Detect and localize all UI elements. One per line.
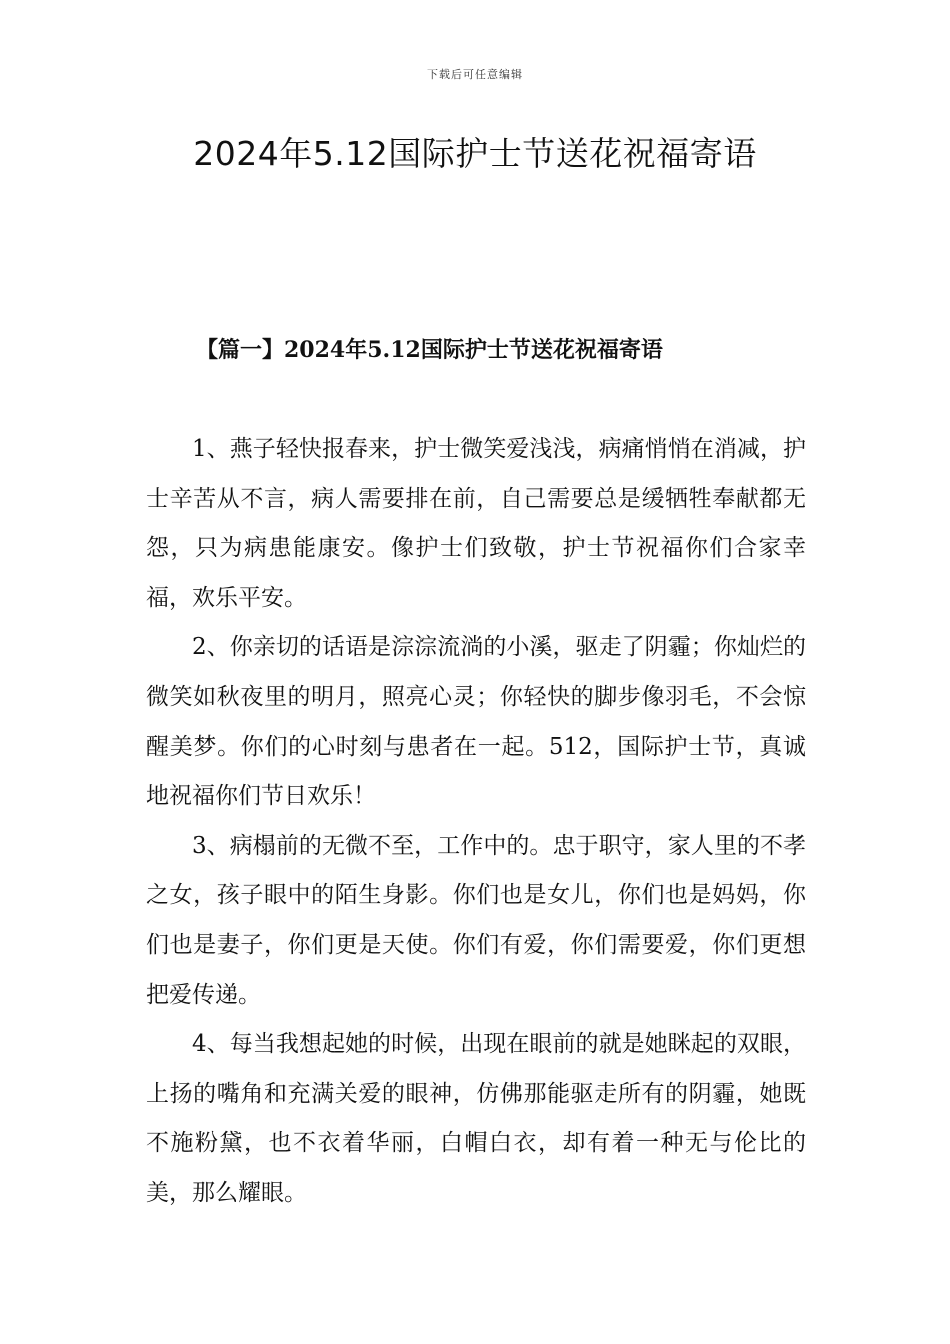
paragraph-3: 3、病榻前的无微不至，工作中的。忠于职守，家人里的不孝之女，孩子眼中的陌生身影。你们也是女儿，你们也是妈妈，你们也是妻子，你们更是天使。你们有爱，你们需要爱，你们更想把爱传递。 [146, 832, 806, 1008]
document-title: 2024年5.12国际护士节送花祝福寄语 [193, 134, 757, 173]
document-body [146, 425, 806, 1219]
section-heading: 【篇一】2024年5.12国际护士节送花祝福寄语 [196, 337, 663, 363]
paragraph-4: 4、每当我想起她的时候，出现在眼前的就是她眯起的双眼，上扬的嘴角和充满关爱的眼神，仿佛那能驱走所有的阴霾，她既不施粉黛，也不衣着华丽，白帽白衣，却有着一种无与伦比的美，那么耀眼。 [146, 1031, 806, 1206]
paragraph-2: 2、你亲切的话语是淙淙流淌的小溪，驱走了阴霾；你灿烂的微笑如秋夜里的明月，照亮心灵；你轻快的脚步像羽毛，不会惊醒美梦。你们的心时刻与患者在一起。512，国际护士节，真诚地祝福你们节日欢乐！ [146, 634, 806, 810]
paragraph-1: 1、燕子轻快报春来，护士微笑爱浅浅，病痛悄悄在消减，护士辛苦从不言，病人需要排在前，自己需要总是缓牺牲奉献都无怨，只为病患能康安。像护士们致敬，护士节祝福你们合家幸福，欢乐平安。 [146, 436, 806, 611]
header-note: 下载后可任意编辑 [427, 68, 523, 81]
